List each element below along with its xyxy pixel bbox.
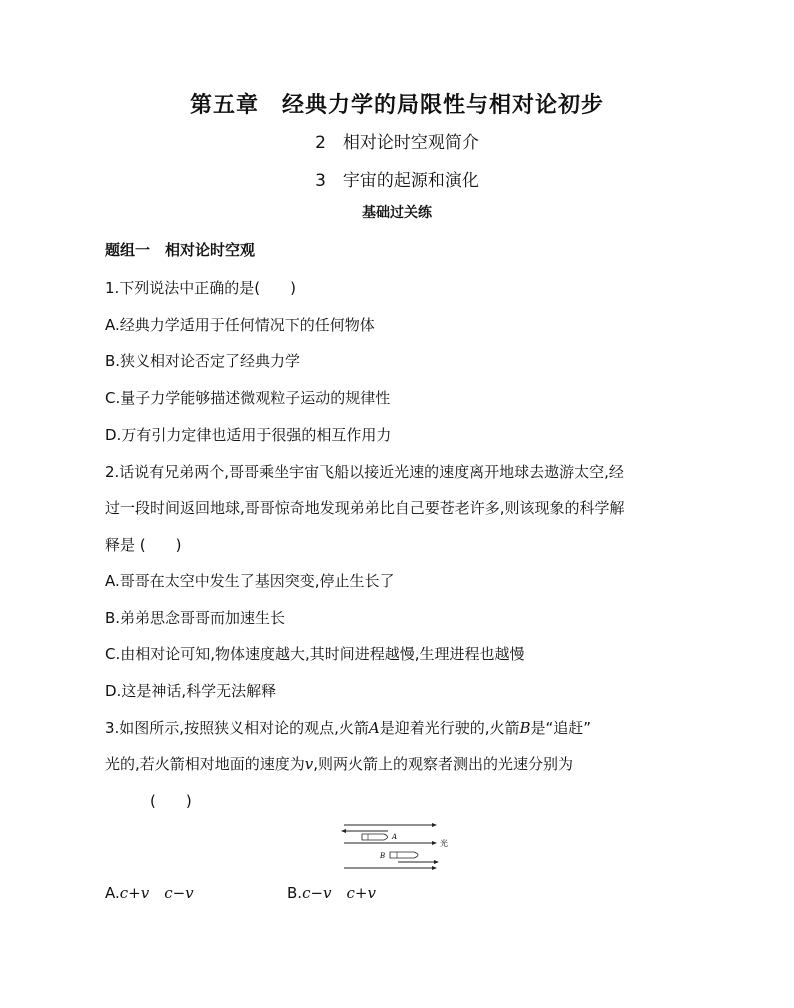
q2-stem-line-1: 2.话说有兄弟两个,哥哥乘坐宇宙飞船以接近光速的速度离开地球去遨游太空,经 [105,463,624,481]
q3-speed: v [304,755,314,773]
q3-answer-blank: ( ) [150,792,192,810]
q3-rocket-a: A [368,719,380,737]
arrow-right-icon [432,866,437,870]
arrow-left-icon [341,829,346,833]
q3-option-b-letter: B. [287,884,303,902]
q2-stem-line-3: 释是 ( ) [105,536,182,554]
q3-option-b [287,882,376,903]
rocket-b-icon [390,852,418,858]
q3-stem-line-1 [105,717,591,738]
q1-option-a: A.经典力学适用于任何情况下的任何物体 [105,316,375,334]
q1-option-b: B.狭义相对论否定了经典力学 [105,352,301,370]
q2-option-a: A.哥哥在太空中发生了基因突变,停止生长了 [105,572,395,590]
q3-stem-line-2 [105,753,573,774]
q3-text-2b: ,则两火箭上的观察者测出的光速分别为 [313,755,574,773]
arrow-right-icon [434,860,439,864]
q3-text-1a: 3.如图所示,按照狭义相对论的观点,火箭 [105,719,369,737]
section-title: 基础过关练 [362,205,432,221]
figure-label-light: 光 [440,839,448,848]
q1-stem: 1.下列说法中正确的是( ) [105,279,297,297]
arrow-right-icon [432,841,437,845]
q3-text-2a: 光的,若火箭相对地面的速度为 [105,755,305,773]
q3-option-a-expr: c+v c−v [119,884,194,902]
q2-option-c: C.由相对论可知,物体速度越大,其时间进程越慢,生理进程也越慢 [105,645,525,663]
figure-label-b: B [380,852,386,860]
figure-label-a: A [392,833,398,841]
group-title: 题组一 相对论时空观 [105,241,256,259]
subtitle-section-3: 3 宇宙的起源和演化 [315,171,479,191]
q3-option-a [105,882,194,903]
q1-option-c: C.量子力学能够描述微观粒子运动的规律性 [105,389,391,407]
q3-text-1c: 是“追赶” [530,719,592,737]
q2-option-d: D.这是神话,科学无法解释 [105,682,277,700]
q2-stem-line-2: 过一段时间返回地球,哥哥惊奇地发现弟弟比自己要苍老许多,则该现象的科学解 [105,499,625,517]
q1-option-d: D.万有引力定律也适用于很强的相互作用力 [105,426,392,444]
q3-rocket-b: B [519,719,531,737]
q3-option-b-expr: c−v c+v [302,884,376,902]
chapter-title: 第五章 经典力学的局限性与相对论初步 [189,93,604,118]
rocket-a-icon [362,834,388,840]
rocket-light-figure [338,822,458,870]
subtitle-section-2: 2 相对论时空观简介 [315,133,479,153]
q3-option-a-letter: A. [105,884,120,902]
q3-text-1b: 是迎着光行驶的,火箭 [379,719,520,737]
arrow-right-icon [432,823,437,827]
q2-option-b: B.弟弟思念哥哥而加速生长 [105,609,286,627]
